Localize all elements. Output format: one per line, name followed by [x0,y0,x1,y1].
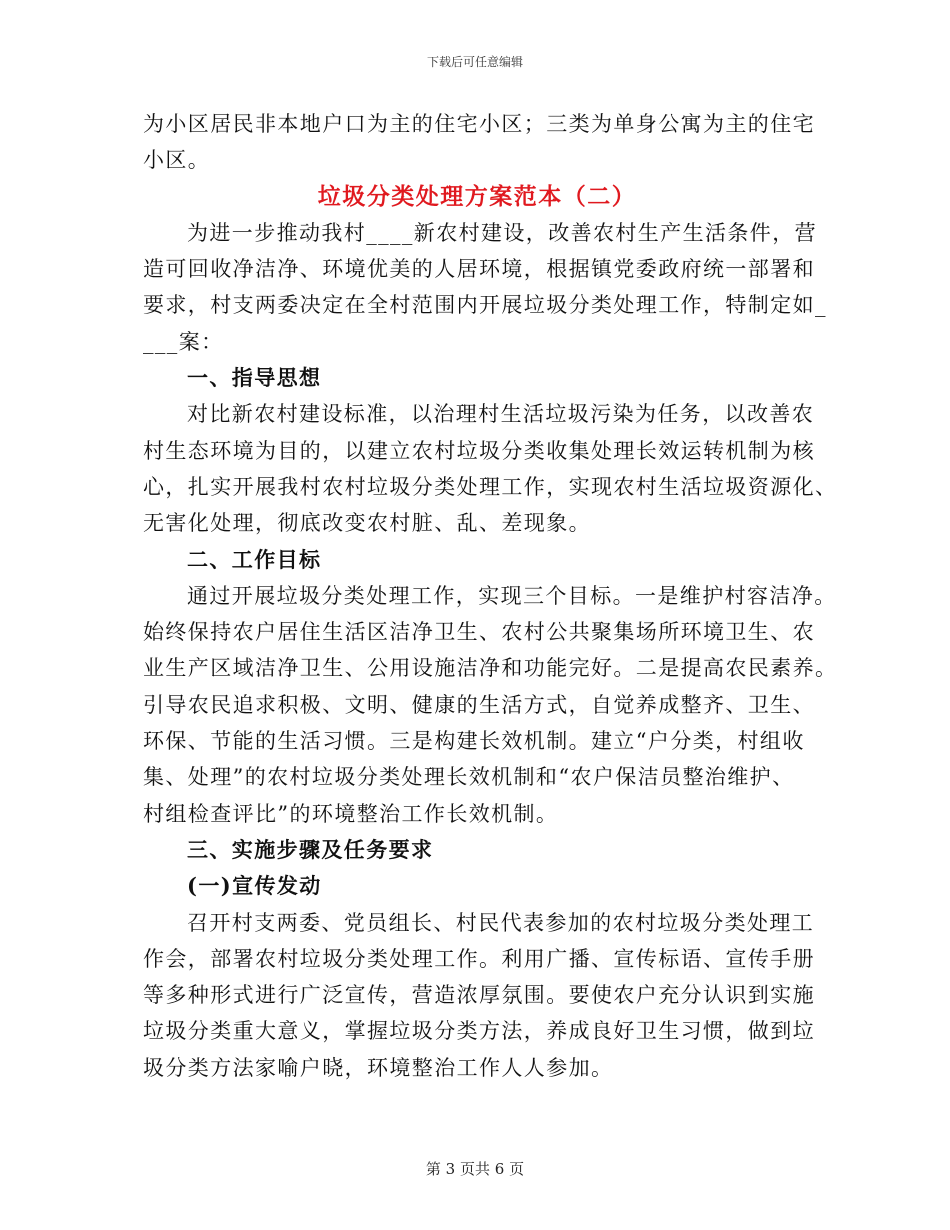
page-header: 下载后可任意编辑 [426,55,523,69]
section-heading: 一、指导思想 [187,365,322,391]
text-line: 村组检查评比”的环境整治工作长效机制。 [143,801,559,826]
text-line: 要求，村支两委决定在全村范围内开展垃圾分类处理工作，特制定如_ [143,293,827,318]
section-heading: 二、工作目标 [187,546,322,572]
text-line: 集、处理”的农村垃圾分类处理长效机制和“农户保洁员整治维护、 [143,765,795,790]
text-line: 对比新农村建设标准，以治理村生活垃圾污染为任务，以改善农 [187,402,815,427]
text-line: 为进一步推动我村____新农村建设，改善农村生产生活条件，营 [187,220,817,245]
text-line: ___案： [143,329,224,354]
text-line: 垃圾分类重大意义，掌握垃圾分类方法，养成良好卫生习惯，做到垃 [143,1019,815,1044]
text-line: 无害化处理，彻底改变农村脏、乱、差现象。 [143,511,591,536]
text-line: 造可回收净洁净、环境优美的人居环境，根据镇党委政府统一部署和 [143,257,815,282]
text-line: 等多种形式进行广泛宣传，营造浓厚氛围。要使农户充分认识到实施 [143,983,815,1008]
section-heading: (一)宣传发动 [187,873,322,899]
page-footer: 第 3 页共 6 页 [425,1160,525,1178]
text-line: 小区。 [143,148,211,173]
text-line: 业生产区域洁净卫生、公用设施洁净和功能完好。二是提高农民素养。 [143,656,838,681]
text-line: 始终保持农户居住生活区洁净卫生、农村公共聚集场所环境卫生、农 [143,620,815,645]
document-body [143,106,838,1086]
text-line: 心，扎实开展我村农村垃圾分类处理工作，实现农村生活垃圾资源化、 [143,474,838,499]
text-line: 作会，部署农村垃圾分类处理工作。利用广播、宣传标语、宣传手册 [143,946,815,971]
text-line: 为小区居民非本地户口为主的住宅小区；三类为单身公寓为主的住宅 [143,112,815,136]
text-line: 村生态环境为目的，以建立农村垃圾分类收集处理长效运转机制为核 [143,438,815,463]
section-heading: 三、实施步骤及任务要求 [187,836,434,862]
text-line: 召开村支两委、党员组长、村民代表参加的农村垃圾分类处理工 [187,910,815,935]
text-line: 环保、节能的生活习惯。三是构建长效机制。建立“户分类，村组收 [143,729,805,754]
text-line: 通过开展垃圾分类处理工作，实现三个目标。一是维护村容洁净。 [187,583,837,608]
text-line: 圾分类方法家喻户晓，环境整治工作人人参加。 [143,1055,614,1080]
section-title: 垃圾分类处理方案范本（二） [317,182,637,210]
text-line: 引导农民追求积极、文明、健康的生活方式，自觉养成整齐、卫生、 [143,692,815,717]
